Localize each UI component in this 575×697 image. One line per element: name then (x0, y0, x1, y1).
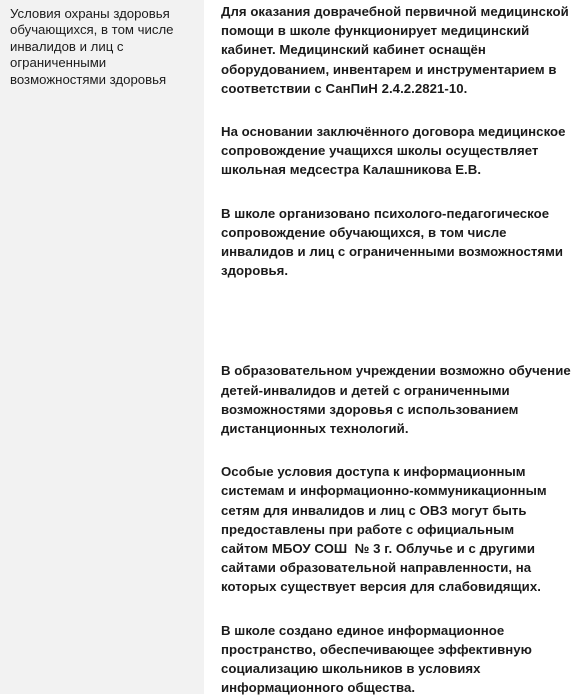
text-line: помощи в школе функционирует медицинский (221, 23, 530, 39)
section-label-line: ограниченными (10, 55, 107, 71)
paragraph-info-space (221, 621, 571, 697)
paragraph-spacer (221, 597, 571, 621)
paragraph-school-nurse (221, 122, 571, 180)
paragraph-info-access (221, 462, 571, 596)
text-line: сопровождение обучающихся, в том числе (221, 224, 507, 240)
text-line: системам и информационно-коммуникационным (221, 483, 547, 499)
text-line: оборудованием, инвентарем и инструментарием в (221, 61, 557, 77)
section-label-line: обучающихся, в том числе (10, 22, 174, 38)
text-line: сетям для инвалидов и лиц с ОВЗ могут быть (221, 502, 527, 518)
text-line: кабинет. Медицинский кабинет оснащён (221, 42, 486, 58)
section-content-cell (204, 0, 575, 694)
text-line: сайтом МБОУ СОШ № 3 г. Облучье и с другими (221, 541, 536, 557)
text-line: соответствии с СанПиН 2.4.2.2821-10. (221, 80, 468, 96)
text-line: школьная медсестра Калашникова Е.В. (221, 162, 482, 178)
text-line: Для оказания доврачебной первичной медицинской (221, 4, 569, 19)
text-line: В образовательном учреждении возможно обучение (221, 363, 571, 379)
paragraph-medical-office (221, 2, 571, 98)
paragraph-spacer (221, 280, 571, 361)
text-line: социализацию школьников в условиях (221, 661, 481, 677)
text-line: предоставлены при работе с официальным (221, 521, 515, 537)
text-line: возможностями здоровья с использованием (221, 401, 519, 417)
text-line: сайтами образовательной направленности, на (221, 560, 532, 576)
text-line: В школе организовано психолого-педагогическое (221, 205, 550, 221)
section-label-cell (0, 0, 204, 694)
text-line: сопровождение учащихся школы осуществляет (221, 143, 539, 159)
section-label-line: Условия охраны здоровья (10, 6, 170, 21)
paragraph-psych-support (221, 204, 571, 281)
text-line: дистанционных технологий. (221, 421, 409, 437)
section-label-line: возможностями здоровья (10, 71, 167, 87)
paragraph-spacer (221, 180, 571, 204)
text-line: здоровья. (221, 263, 289, 279)
text-line: пространство, обеспечивающее эффективную (221, 641, 532, 657)
paragraph-spacer (221, 438, 571, 462)
text-line: В школе создано единое информационное (221, 622, 505, 638)
text-line: детей-инвалидов и детей с ограниченными (221, 382, 510, 398)
text-line: которых существует версия для слабовидящих. (221, 579, 541, 595)
text-line: На основании заключённого договора медицинское (221, 124, 566, 140)
text-line: информационного общества. (221, 680, 416, 696)
text-line: инвалидов и лиц с ограниченными возможностями (221, 244, 564, 260)
section-label (10, 6, 194, 88)
section-label-line: инвалидов и лиц с (10, 38, 124, 54)
paragraph-remote-learning (221, 361, 571, 438)
text-line: Особые условия доступа к информационным (221, 464, 526, 480)
paragraph-spacer (221, 98, 571, 122)
